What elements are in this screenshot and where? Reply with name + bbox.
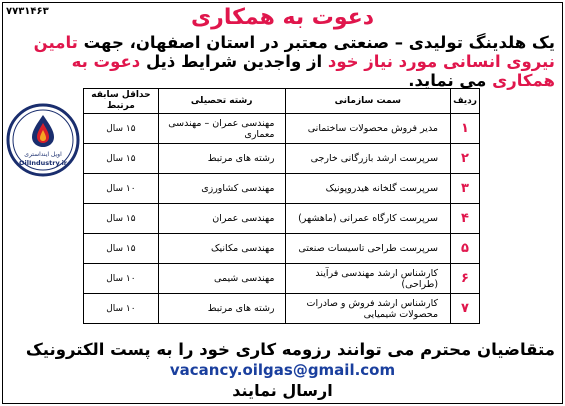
table-row: [84, 144, 480, 174]
intro-highlight1: تامین نیروی انسانی مورد نیاز خود: [33, 33, 555, 71]
row-position: سرپرست کارگاه عمرانی (ماهشهر): [285, 204, 451, 234]
row-position: کارشناس ارشد مهندسی فرآیند (طراحی): [285, 264, 451, 294]
row-num: ۴: [451, 204, 480, 234]
row-num: ۱: [451, 114, 480, 144]
row-experience: ۱۵ سال: [84, 204, 159, 234]
table-row: [84, 174, 480, 204]
table-row: [84, 234, 480, 264]
header-num: ردیف: [451, 89, 480, 114]
intro-part3: می نماید.: [408, 71, 493, 90]
contact-email-link[interactable]: vacancy.oilgas@gmail.com: [169, 361, 396, 379]
row-field: مهندسی شیمی: [158, 264, 285, 294]
row-num: ۳: [451, 174, 480, 204]
job-table: [83, 88, 480, 324]
table-row: [84, 264, 480, 294]
oilindustry-logo[interactable]: [6, 103, 80, 177]
row-experience: ۱۵ سال: [84, 234, 159, 264]
footer-line3: ارسال نمایند: [232, 381, 333, 400]
row-position: مدیر فروش محصولات ساختمانی: [285, 114, 451, 144]
row-field: مهندسی کشاورزی: [158, 174, 285, 204]
row-experience: ۱۵ سال: [84, 144, 159, 174]
row-num: ۵: [451, 234, 480, 264]
row-num: ۶: [451, 264, 480, 294]
row-num: ۷: [451, 294, 480, 324]
row-position: سرپرست طراحی تاسیسات صنعتی: [285, 234, 451, 264]
table-row: [84, 294, 480, 324]
row-field: رشته های مرتبط: [158, 144, 285, 174]
ad-title: دعوت به همکاری: [190, 5, 375, 30]
row-experience: ۱۰ سال: [84, 174, 159, 204]
intro-part1: یک هلدینگ تولیدی – صنعتی معتبر در استان اصفهان، جهت: [77, 33, 555, 52]
ad-code: ۷۷۳۱۴۶۳: [6, 6, 49, 17]
row-position: سرپرست گلخانه هیدروپونیک: [285, 174, 451, 204]
table-header-row: [84, 89, 480, 114]
logo-text-en: OilIndustry.ir: [18, 159, 68, 167]
row-field: مهندسی مکانیک: [158, 234, 285, 264]
intro-highlight2: دعوت به همکاری: [71, 52, 555, 90]
table-row: [84, 204, 480, 234]
row-field: رشته های مرتبط: [158, 294, 285, 324]
row-experience: ۱۰ سال: [84, 294, 159, 324]
row-field: مهندسی عمران: [158, 204, 285, 234]
flame-drop-logo-icon: [6, 103, 80, 177]
header-field: رشته تحصیلی: [158, 89, 285, 114]
header-position: سمت سازمانی: [285, 89, 451, 114]
row-experience: ۱۵ سال: [84, 114, 159, 144]
row-position: کارشناس ارشد فروش و صادرات محصولات شیمیایی: [285, 294, 451, 324]
header-experience: حداقل سابقه مرتبط: [84, 89, 159, 114]
row-num: ۲: [451, 144, 480, 174]
row-position: سرپرست ارشد بازرگانی خارجی: [285, 144, 451, 174]
table-row: [84, 114, 480, 144]
intro-paragraph: [8, 33, 555, 90]
logo-text-fa: اویل اینداستری: [24, 151, 62, 158]
row-experience: ۱۰ سال: [84, 264, 159, 294]
intro-part2: از واجدین شرایط ذیل: [140, 52, 328, 71]
footer-line1: متقاضیان محترم می توانند رزومه کاری خود را به پست الکترونیک: [25, 340, 555, 359]
row-field: مهندسی عمران – مهندسی معماری: [158, 114, 285, 144]
